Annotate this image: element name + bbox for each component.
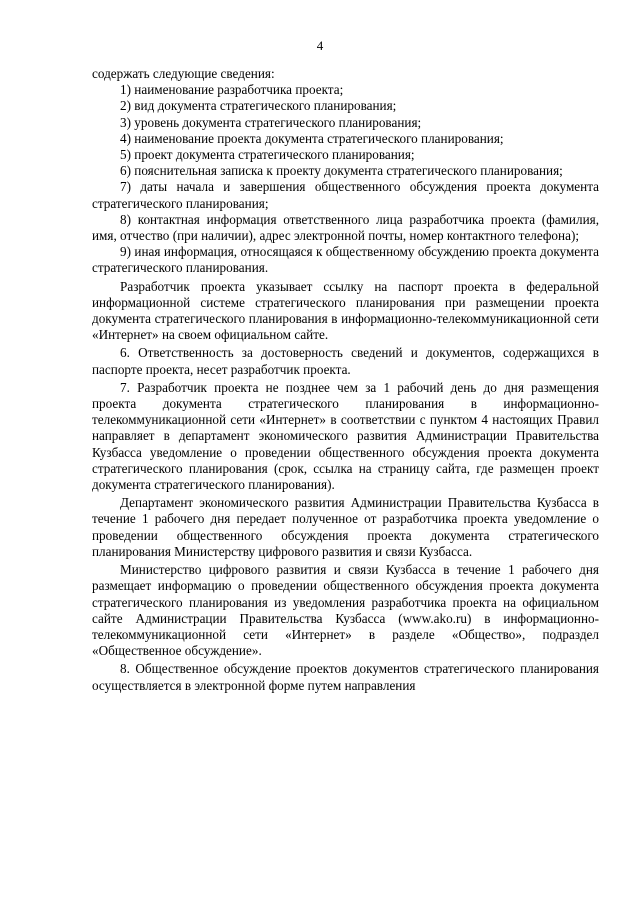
paragraph-item-6: 6. Ответственность за достоверность сведений и документов, содержащихся в паспорте проекта, несет разработчик проекта. [92, 345, 599, 377]
list-item-3: 3) уровень документа стратегического планирования; [120, 114, 422, 130]
document-body [92, 66, 599, 694]
list-item-5: 5) проект документа стратегического планирования; [120, 147, 415, 163]
paragraph-intro: содержать следующие сведения: [92, 66, 275, 81]
list-item-2: 2) вид документа стратегического планирования; [120, 98, 397, 114]
paragraph-item-7: 7. Разработчик проекта не позднее чем за 1 рабочий день до дня размещения проекта документа стратегического планирования в информационно-телекоммуникационной сети «Интернет» в соответствии с пунктом 4 настоящих Правил направляет в департамент экономического развития Администрации Правительства Кузбасса уведомление о проведении общественного обсуждения проекта документа стратегического планирования (срок, ссылка на страницу сайта, где размещен проект документа стратегического планирования). [92, 379, 599, 493]
list-item-1: 1) наименование разработчика проекта; [120, 82, 344, 98]
list-item-4: 4) наименование проекта документа стратегического планирования; [120, 130, 504, 146]
paragraph-item-8: 8. Общественное обсуждение проектов документов стратегического планирования осуществляется в электронной форме путем направления [92, 661, 599, 693]
list-item-9: 9) иная информация, относящаяся к общественному обсуждению проекта документа стратегического планирования. [92, 244, 599, 276]
paragraph-ministry: Министерство цифрового развития и связи Кузбасса в течение 1 рабочего дня размещает информацию о проведении общественного обсуждения проекта документа стратегического планирования из уведомления разработчика проекта на официальном сайте Администрации Правительства Кузбасса (www.ako.ru) в информационно-телекоммуникационной сети «Интернет» в разделе «Общество», подраздел «Общественное обсуждение». [92, 562, 599, 659]
list-item-8: 8) контактная информация ответственного лица разработчика проекта (фамилия, имя, отчество (при наличии), адрес электронной почты, номер контактного телефона); [92, 211, 599, 244]
list-item-6: 6) пояснительная записка к проекту документа стратегического планирования; [120, 163, 563, 179]
list-item-7: 7) даты начала и завершения общественного обсуждения проекта документа стратегического планирования; [92, 179, 599, 211]
paragraph-passport-link: Разработчик проекта указывает ссылку на паспорт проекта в федеральной информационной системе стратегического планирования при размещении проекта документа стратегического планирования в информационно-телекоммуникационной сети «Интернет» на своем официальном сайте. [92, 278, 599, 343]
page-number: 4 [316, 38, 324, 53]
paragraph-department: Департамент экономического развития Администрации Правительства Кузбасса в течение 1 рабочего дня передает полученное от разработчика проекта уведомление о проведении общественного обсуждения проекта документа стратегического планирования Министерству цифрового развития и связи Кузбасса. [92, 495, 599, 559]
